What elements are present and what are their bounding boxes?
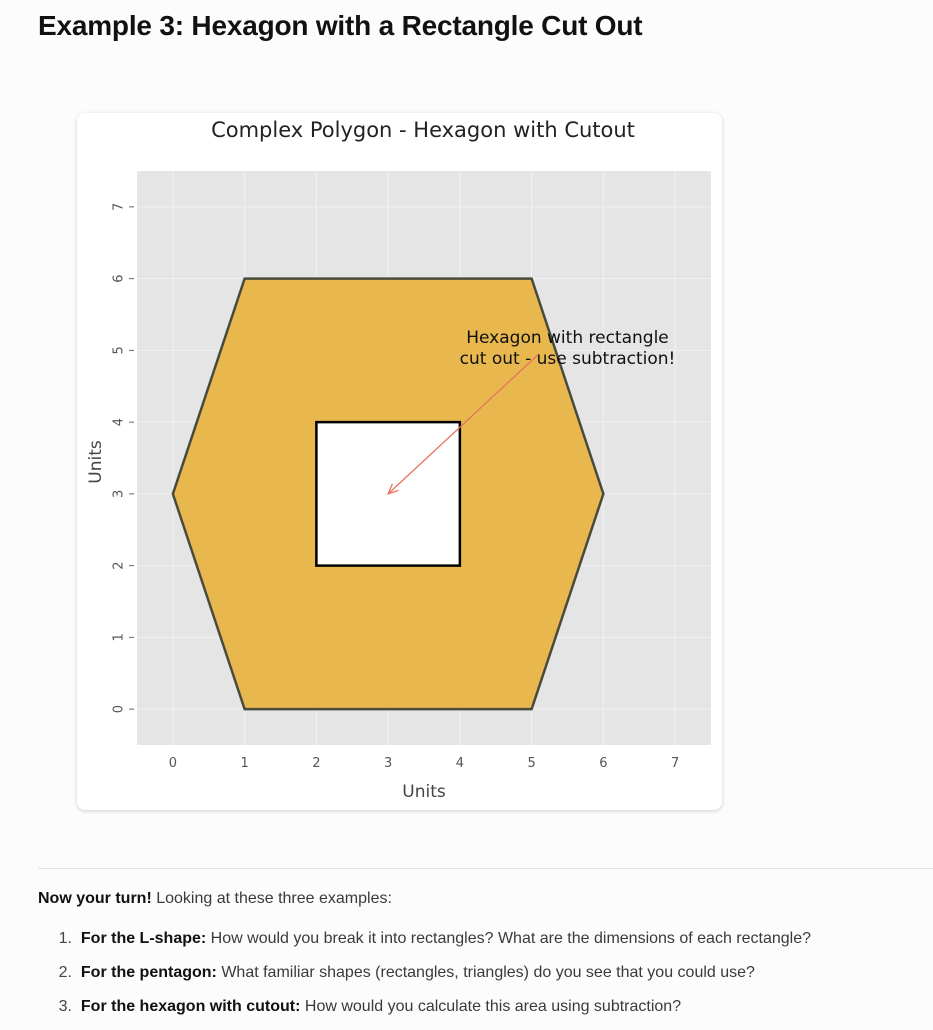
intro-text — [38, 890, 392, 908]
list-item — [38, 928, 811, 962]
y-tick-label: 0 — [111, 704, 127, 714]
chart-title: Complex Polygon - Hexagon with Cutout — [211, 118, 635, 142]
list-number: 2. — [58, 964, 72, 981]
x-tick-label: 4 — [455, 756, 465, 771]
list-number: 3. — [58, 998, 72, 1015]
y-tick-label: 1 — [111, 633, 127, 642]
section-heading: Example 3: Hexagon with a Rectangle Cut Out — [38, 10, 643, 41]
x-tick-label: 5 — [527, 756, 536, 771]
list-text: How would you calculate this area using subtraction? — [300, 998, 682, 1015]
x-tick-label: 0 — [168, 756, 178, 771]
question-list — [38, 928, 811, 1030]
y-tick-label: 2 — [111, 561, 127, 570]
list-text: What familiar shapes (rectangles, triangles) do you see that you could use? — [216, 964, 755, 981]
list-text: How would you break it into rectangles? What are the dimensions of each rectangle? — [206, 930, 812, 947]
list-lead: For the pentagon: — [80, 964, 217, 981]
list-item — [38, 962, 811, 996]
x-tick-label: 2 — [312, 756, 321, 771]
y-axis-label: Units — [86, 440, 106, 484]
list-lead: For the L-shape: — [80, 930, 207, 947]
list-lead: For the hexagon with cutout: — [80, 998, 301, 1015]
x-tick-label: 6 — [599, 756, 608, 771]
chart-card — [77, 113, 722, 810]
intro-rest: Looking at these three examples: — [151, 890, 392, 907]
list-item — [38, 996, 811, 1030]
annotation-text-line-2: cut out - use subtraction! — [459, 349, 676, 370]
x-tick-label: 7 — [670, 756, 680, 771]
y-tick-label: 6 — [111, 274, 127, 283]
list-number: 1. — [58, 930, 72, 947]
y-tick-label: 3 — [111, 489, 127, 499]
y-ticks — [112, 203, 135, 714]
x-ticks — [169, 756, 680, 771]
x-tick-label: 1 — [240, 756, 249, 771]
x-axis-label: Units — [402, 782, 446, 802]
y-tick-label: 4 — [111, 417, 127, 427]
intro-bold: Now your turn! — [38, 890, 152, 907]
x-tick-label: 3 — [383, 756, 393, 771]
annotation-text-line-1: Hexagon with rectangle — [466, 328, 669, 349]
chart — [77, 113, 722, 810]
y-tick-label: 5 — [111, 346, 127, 355]
y-tick-label: 7 — [111, 202, 127, 212]
divider — [38, 868, 933, 869]
